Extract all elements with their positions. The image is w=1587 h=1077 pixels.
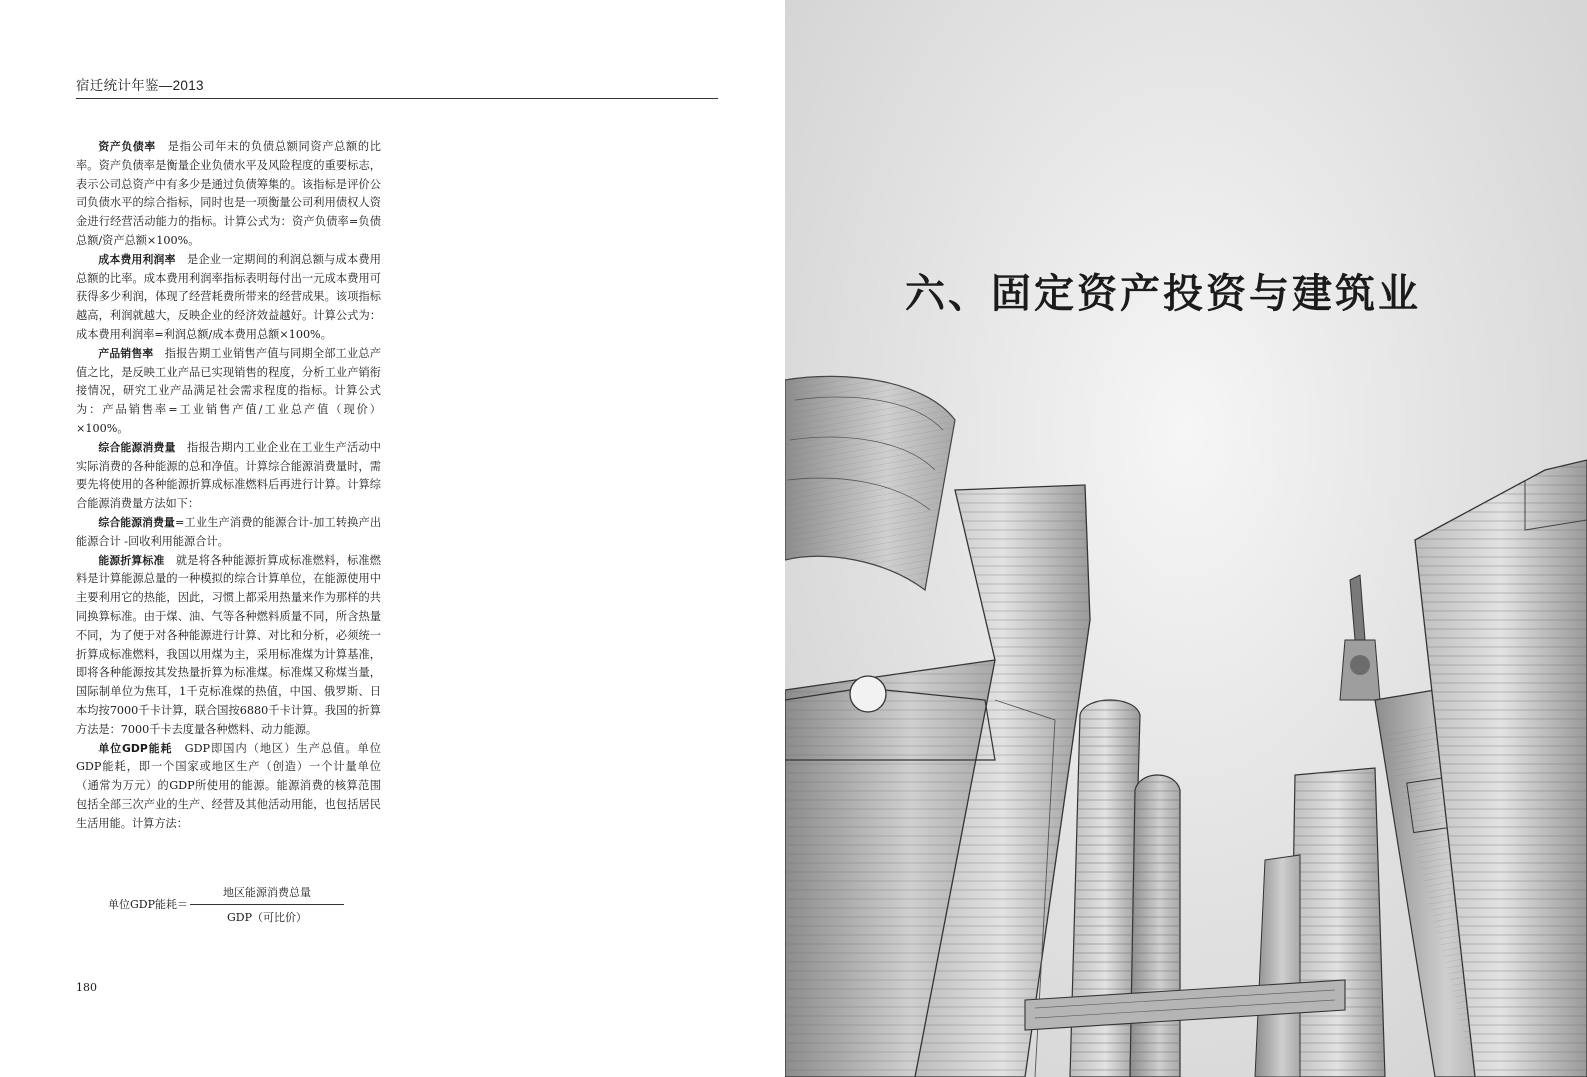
right-page [785,0,1587,1077]
paragraph-energy-consumption [76,439,381,514]
definition: 指报告期工业销售产值与同期全部工业总产值之比，是反映工业产品已实现销售的程度，分析工业产销衔接情况，研究工业产品满足社会需求程度的指标。计算公式为：产品销售率=工业销售产值/工业总产值（现价）×100%。 [76,346,381,435]
paragraph-gdp-energy [76,740,381,834]
curved-tower-left [785,376,955,590]
formula-numerator: 地区能源消费总量 [190,884,344,905]
tall-tower-left [785,485,1090,1077]
left-page [0,0,793,1077]
block-tower-right-center [1255,768,1385,1077]
term: 产品销售率 [98,346,154,360]
term: 综合能源消费量 [98,515,176,529]
definition: 是指公司年末的负债总额同资产总额的比率。资产负债率是衡量企业负债水平及风险程度的重要标志，表示公司总资产中有多少是通过负债筹集的。该指标是评价公司负债水平的综合指标，同时也是一项衡量公司利用债权人资金进行经营活动能力的指标。计算公式为：资产负债率=负债总额/资产总额×100%。 [76,140,381,247]
term: 成本费用利润率 [98,252,176,266]
running-header: 宿迁统计年鉴—2013 [76,74,718,99]
term: 能源折算标准 [98,553,165,567]
formula-lhs: 单位GDP能耗＝ [108,898,189,911]
formula-denominator: GDP（可比价） [226,911,307,924]
formula-fraction [190,884,344,925]
paragraph-product-sales-ratio [76,345,381,439]
term: 单位GDP能耗 [98,741,173,755]
page-number: 180 [76,981,97,994]
skyscraper-sketch-illustration [785,0,1587,1077]
definition: 是企业一定期间的利润总额与成本费用总额的比率。成本费用利润率指标表明每付出一元成本费用可获得多少利润，体现了经营耗费所带来的经营成果。该项指标越高，利润就越大，反映企业的经济效益越好。计算公式为：成本费用利润率=利润总额/成本费用总额×100%。 [76,252,381,341]
definition: 就是将各种能源折算成标准燃料，标准燃料是计算能源总量的一种模拟的综合计算单位，在能源使用中主要利用它的热能，因此，习惯上都采用热量来作为那样的共同换算标准。由于煤、油、气等各种燃料质量不同，所含热量不同，为了便于对各种能源进行计算、对比和分析，必须统一折算成标准燃料，我国以用煤为主，采用标准煤为计算基准，即将各种能源按其发热量折算为标准煤。标准煤又称煤当量，国际制单位为焦耳，1千克标准煤的热值，中国、俄罗斯、日本均按7000千卡计算，联合国按6880千卡计算。我国的折算方法是：7000千卡去度量各种燃料、动力能源。 [76,553,381,736]
paragraph-cost-profit-ratio [76,251,381,345]
paragraph-asset-liability-ratio [76,138,381,251]
term: 资产负债率 [98,140,156,153]
body-text [76,138,381,833]
paragraph-energy-conversion [76,552,381,740]
gdp-energy-formula [108,884,358,930]
definition: GDP即国内（地区）生产总值。单位GDP能耗，即一个国家或地区生产（创造）一个计量单位（通常为万元）的GDP所使用的能源。能源消费的核算范围包括全部三次产业的生产、经营及其他活动用能，也包括居民生活用能。计算方法： [76,741,381,830]
term: 综合能源消费量 [98,440,176,454]
chapter-title: 六、固定资产投资与建筑业 [905,271,1421,317]
paragraph-energy-formula [76,514,381,552]
definition: 指报告期内工业企业在工业生产活动中实际消费的各种能源的总和净值。计算综合能源消费量时，需要先将使用的各种能源折算成标准燃料后再进行计算。计算综合能源消费量方法如下： [76,440,381,511]
definition: =工业生产消费的能源合计-加工转换产出能源合计 -回收利用能源合计。 [76,515,382,548]
